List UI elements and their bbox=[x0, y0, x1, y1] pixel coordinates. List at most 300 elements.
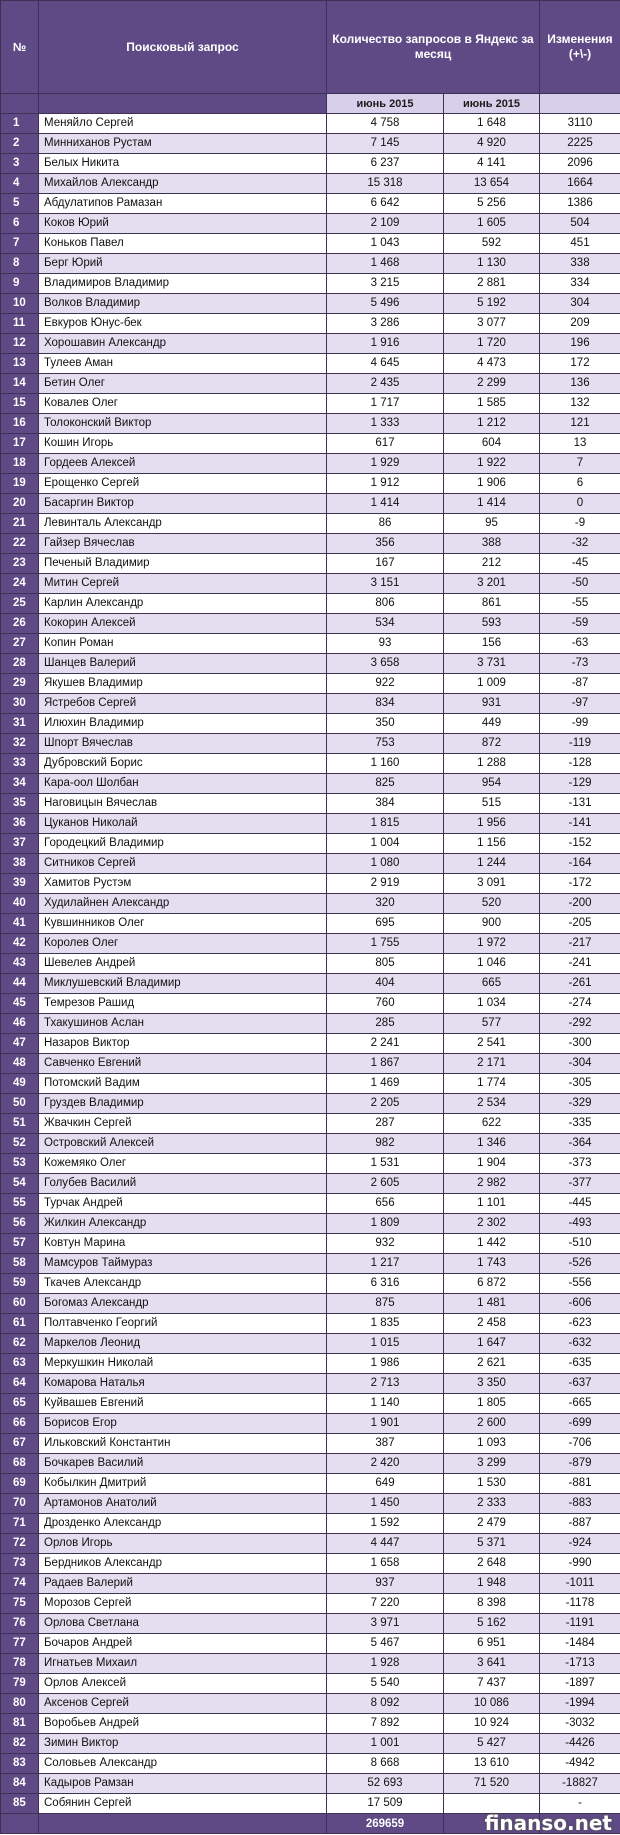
row-count-1: 1 867 bbox=[327, 1054, 444, 1074]
row-count-2: 1 605 bbox=[444, 214, 540, 234]
table-row bbox=[1, 254, 620, 274]
row-count-1: 356 bbox=[327, 534, 444, 554]
row-change: -129 bbox=[540, 774, 620, 794]
row-count-1: 1 717 bbox=[327, 394, 444, 414]
row-change: -1178 bbox=[540, 1594, 620, 1614]
row-change: -887 bbox=[540, 1514, 620, 1534]
row-query: Ерощенко Сергей bbox=[39, 474, 327, 494]
row-number: 54 bbox=[1, 1174, 39, 1194]
row-change: -172 bbox=[540, 874, 620, 894]
row-number: 2 bbox=[1, 134, 39, 154]
row-change: -665 bbox=[540, 1394, 620, 1414]
table-row bbox=[1, 1574, 620, 1594]
table-row bbox=[1, 874, 620, 894]
row-number: 23 bbox=[1, 554, 39, 574]
row-count-2: 3 201 bbox=[444, 574, 540, 594]
row-change: -377 bbox=[540, 1174, 620, 1194]
row-query: Маркелов Леонид bbox=[39, 1334, 327, 1354]
row-query: Воробьев Андрей bbox=[39, 1714, 327, 1734]
row-count-2: 4 473 bbox=[444, 354, 540, 374]
row-count-1: 1 986 bbox=[327, 1354, 444, 1374]
header-change: Изменения (+\-) bbox=[540, 1, 620, 94]
row-query: Минниханов Рустам bbox=[39, 134, 327, 154]
row-count-2: 1 948 bbox=[444, 1574, 540, 1594]
row-count-1: 932 bbox=[327, 1234, 444, 1254]
row-count-1: 1 901 bbox=[327, 1414, 444, 1434]
row-change: 6 bbox=[540, 474, 620, 494]
table-row bbox=[1, 1514, 620, 1534]
row-count-1: 1 015 bbox=[327, 1334, 444, 1354]
row-count-1: 2 241 bbox=[327, 1034, 444, 1054]
row-query: Копин Роман bbox=[39, 634, 327, 654]
row-number: 40 bbox=[1, 894, 39, 914]
row-query: Ильковский Константин bbox=[39, 1434, 327, 1454]
row-count-1: 5 540 bbox=[327, 1674, 444, 1694]
table-row bbox=[1, 1654, 620, 1674]
row-change: -87 bbox=[540, 674, 620, 694]
table-row bbox=[1, 194, 620, 214]
row-change: 338 bbox=[540, 254, 620, 274]
row-change: -45 bbox=[540, 554, 620, 574]
row-query: Кожемяко Олег bbox=[39, 1154, 327, 1174]
row-query: Бочкарев Василий bbox=[39, 1454, 327, 1474]
row-count-2: 1 530 bbox=[444, 1474, 540, 1494]
table-row bbox=[1, 994, 620, 1014]
row-query: Шевелев Андрей bbox=[39, 954, 327, 974]
row-query: Груздев Владимир bbox=[39, 1094, 327, 1114]
row-count-2: 3 350 bbox=[444, 1374, 540, 1394]
row-number: 76 bbox=[1, 1614, 39, 1634]
row-count-1: 8 668 bbox=[327, 1754, 444, 1774]
table-row bbox=[1, 1694, 620, 1714]
row-query: Цуканов Николай bbox=[39, 814, 327, 834]
row-count-2: 2 982 bbox=[444, 1174, 540, 1194]
row-change: -205 bbox=[540, 914, 620, 934]
row-number: 63 bbox=[1, 1354, 39, 1374]
table-row bbox=[1, 754, 620, 774]
row-query: Меняйло Сергей bbox=[39, 114, 327, 134]
row-number: 3 bbox=[1, 154, 39, 174]
row-change: -1011 bbox=[540, 1574, 620, 1594]
row-count-1: 1 469 bbox=[327, 1074, 444, 1094]
row-query: Хорошавин Александр bbox=[39, 334, 327, 354]
header-month-2: июнь 2015 bbox=[444, 94, 540, 114]
row-count-1: 6 316 bbox=[327, 1274, 444, 1294]
row-number: 15 bbox=[1, 394, 39, 414]
row-change: -305 bbox=[540, 1074, 620, 1094]
row-count-1: 1 217 bbox=[327, 1254, 444, 1274]
row-count-1: 1 912 bbox=[327, 474, 444, 494]
table-row bbox=[1, 1454, 620, 1474]
row-count-1: 1 531 bbox=[327, 1154, 444, 1174]
row-count-1: 1 929 bbox=[327, 454, 444, 474]
row-change: -63 bbox=[540, 634, 620, 654]
row-count-2: 7 437 bbox=[444, 1674, 540, 1694]
row-query: Гайзер Вячеслав bbox=[39, 534, 327, 554]
row-query: Кошин Игорь bbox=[39, 434, 327, 454]
table-row bbox=[1, 474, 620, 494]
table-row bbox=[1, 654, 620, 674]
table-row bbox=[1, 1434, 620, 1454]
row-count-2: 10 924 bbox=[444, 1714, 540, 1734]
table-row bbox=[1, 1474, 620, 1494]
row-number: 6 bbox=[1, 214, 39, 234]
table-row bbox=[1, 1614, 620, 1634]
row-change: - bbox=[540, 1794, 620, 1814]
row-change: -300 bbox=[540, 1034, 620, 1054]
table-row bbox=[1, 1554, 620, 1574]
row-change: -493 bbox=[540, 1214, 620, 1234]
row-number: 17 bbox=[1, 434, 39, 454]
row-count-2: 1 922 bbox=[444, 454, 540, 474]
row-count-1: 1 468 bbox=[327, 254, 444, 274]
row-query: Михайлов Александр bbox=[39, 174, 327, 194]
row-count-2: 5 192 bbox=[444, 294, 540, 314]
row-count-2: 2 541 bbox=[444, 1034, 540, 1054]
table-row bbox=[1, 1194, 620, 1214]
table-row bbox=[1, 1134, 620, 1154]
row-number: 19 bbox=[1, 474, 39, 494]
table-row bbox=[1, 1254, 620, 1274]
row-change: -526 bbox=[540, 1254, 620, 1274]
row-count-1: 2 420 bbox=[327, 1454, 444, 1474]
row-query: Наговицын Вячеслав bbox=[39, 794, 327, 814]
row-count-2: 95 bbox=[444, 514, 540, 534]
row-change: 172 bbox=[540, 354, 620, 374]
row-count-1: 1 450 bbox=[327, 1494, 444, 1514]
row-change: -606 bbox=[540, 1294, 620, 1314]
row-query: Бердников Александр bbox=[39, 1554, 327, 1574]
row-count-2: 5 256 bbox=[444, 194, 540, 214]
row-count-1: 1 160 bbox=[327, 754, 444, 774]
row-change: -632 bbox=[540, 1334, 620, 1354]
row-number: 49 bbox=[1, 1074, 39, 1094]
table-row bbox=[1, 314, 620, 334]
row-count-1: 3 215 bbox=[327, 274, 444, 294]
header-change-sub bbox=[540, 94, 620, 114]
row-count-2: 449 bbox=[444, 714, 540, 734]
table-row bbox=[1, 834, 620, 854]
table-row bbox=[1, 1734, 620, 1754]
row-count-2: 954 bbox=[444, 774, 540, 794]
row-number: 71 bbox=[1, 1514, 39, 1534]
row-count-1: 922 bbox=[327, 674, 444, 694]
row-number: 67 bbox=[1, 1434, 39, 1454]
row-count-1: 982 bbox=[327, 1134, 444, 1154]
row-query: Мамсуров Таймураз bbox=[39, 1254, 327, 1274]
row-number: 73 bbox=[1, 1554, 39, 1574]
row-change: -50 bbox=[540, 574, 620, 594]
row-count-2: 1 093 bbox=[444, 1434, 540, 1454]
table-row bbox=[1, 694, 620, 714]
row-count-2: 1 442 bbox=[444, 1234, 540, 1254]
row-change: -217 bbox=[540, 934, 620, 954]
table-row bbox=[1, 774, 620, 794]
row-number: 1 bbox=[1, 114, 39, 134]
row-number: 50 bbox=[1, 1094, 39, 1114]
table-row bbox=[1, 234, 620, 254]
row-change: -4426 bbox=[540, 1734, 620, 1754]
row-number: 5 bbox=[1, 194, 39, 214]
row-count-1: 8 092 bbox=[327, 1694, 444, 1714]
row-query: Кокорин Алексей bbox=[39, 614, 327, 634]
row-count-2: 622 bbox=[444, 1114, 540, 1134]
row-number: 28 bbox=[1, 654, 39, 674]
row-number: 32 bbox=[1, 734, 39, 754]
row-query: Шпорт Вячеслав bbox=[39, 734, 327, 754]
row-count-2: 2 458 bbox=[444, 1314, 540, 1334]
watermark-logo: finanso.net bbox=[485, 1811, 612, 1835]
row-count-2: 10 086 bbox=[444, 1694, 540, 1714]
row-count-1: 4 447 bbox=[327, 1534, 444, 1554]
row-count-1: 2 205 bbox=[327, 1094, 444, 1114]
row-count-2: 861 bbox=[444, 594, 540, 614]
row-count-2: 5 162 bbox=[444, 1614, 540, 1634]
row-number: 58 bbox=[1, 1254, 39, 1274]
row-number: 12 bbox=[1, 334, 39, 354]
row-change: -623 bbox=[540, 1314, 620, 1334]
row-count-1: 806 bbox=[327, 594, 444, 614]
table-row bbox=[1, 594, 620, 614]
table-row bbox=[1, 1414, 620, 1434]
row-change: -59 bbox=[540, 614, 620, 634]
row-change: -304 bbox=[540, 1054, 620, 1074]
row-number: 83 bbox=[1, 1754, 39, 1774]
row-count-1: 2 919 bbox=[327, 874, 444, 894]
row-query: Борисов Егор bbox=[39, 1414, 327, 1434]
row-query: Кобылкин Дмитрий bbox=[39, 1474, 327, 1494]
row-change: -556 bbox=[540, 1274, 620, 1294]
row-query: Ковалев Олег bbox=[39, 394, 327, 414]
row-change: -706 bbox=[540, 1434, 620, 1454]
row-query: Левинталь Александр bbox=[39, 514, 327, 534]
row-count-1: 6 642 bbox=[327, 194, 444, 214]
row-count-1: 93 bbox=[327, 634, 444, 654]
row-count-2: 1 212 bbox=[444, 414, 540, 434]
table-row bbox=[1, 1674, 620, 1694]
row-count-2: 8 398 bbox=[444, 1594, 540, 1614]
table-row bbox=[1, 854, 620, 874]
row-number: 31 bbox=[1, 714, 39, 734]
row-count-1: 1 835 bbox=[327, 1314, 444, 1334]
row-count-2: 1 647 bbox=[444, 1334, 540, 1354]
row-query: Жилкин Александр bbox=[39, 1214, 327, 1234]
row-change: -881 bbox=[540, 1474, 620, 1494]
table-row bbox=[1, 114, 620, 134]
row-query: Печеный Владимир bbox=[39, 554, 327, 574]
row-count-2: 1 034 bbox=[444, 994, 540, 1014]
row-number: 62 bbox=[1, 1334, 39, 1354]
row-count-1: 1 815 bbox=[327, 814, 444, 834]
row-count-2: 388 bbox=[444, 534, 540, 554]
row-change: -699 bbox=[540, 1414, 620, 1434]
row-change: -637 bbox=[540, 1374, 620, 1394]
row-change: -635 bbox=[540, 1354, 620, 1374]
row-query: Жвачкин Сергей bbox=[39, 1114, 327, 1134]
row-query: Островский Алексей bbox=[39, 1134, 327, 1154]
row-count-1: 52 693 bbox=[327, 1774, 444, 1794]
row-number: 51 bbox=[1, 1114, 39, 1134]
table-row bbox=[1, 1094, 620, 1114]
row-count-1: 86 bbox=[327, 514, 444, 534]
row-change: -883 bbox=[540, 1494, 620, 1514]
row-count-2: 13 654 bbox=[444, 174, 540, 194]
row-count-2: 515 bbox=[444, 794, 540, 814]
row-count-1: 834 bbox=[327, 694, 444, 714]
row-query: Гордеев Алексей bbox=[39, 454, 327, 474]
row-query: Турчак Андрей bbox=[39, 1194, 327, 1214]
row-number: 33 bbox=[1, 754, 39, 774]
row-query: Кувшинников Олег bbox=[39, 914, 327, 934]
row-number: 69 bbox=[1, 1474, 39, 1494]
row-count-1: 617 bbox=[327, 434, 444, 454]
row-number: 7 bbox=[1, 234, 39, 254]
footer-total: 269659 bbox=[327, 1814, 444, 1834]
header-num-sub bbox=[1, 94, 39, 114]
row-query: Якушев Владимир bbox=[39, 674, 327, 694]
row-count-2: 1 956 bbox=[444, 814, 540, 834]
row-change: -274 bbox=[540, 994, 620, 1014]
row-number: 20 bbox=[1, 494, 39, 514]
table-row bbox=[1, 1494, 620, 1514]
row-query: Голубев Василий bbox=[39, 1174, 327, 1194]
row-change: -261 bbox=[540, 974, 620, 994]
row-count-1: 6 237 bbox=[327, 154, 444, 174]
row-count-2: 1 972 bbox=[444, 934, 540, 954]
table-row bbox=[1, 934, 620, 954]
table-row bbox=[1, 1054, 620, 1074]
table-row bbox=[1, 1714, 620, 1734]
row-count-2: 1 244 bbox=[444, 854, 540, 874]
row-query: Орлов Алексей bbox=[39, 1674, 327, 1694]
row-count-2: 1 046 bbox=[444, 954, 540, 974]
table-row bbox=[1, 674, 620, 694]
table-row bbox=[1, 1374, 620, 1394]
row-number: 75 bbox=[1, 1594, 39, 1614]
row-number: 4 bbox=[1, 174, 39, 194]
row-query: Ястребов Сергей bbox=[39, 694, 327, 714]
row-query: Коков Юрий bbox=[39, 214, 327, 234]
row-count-1: 1 414 bbox=[327, 494, 444, 514]
table-row bbox=[1, 1074, 620, 1094]
row-number: 66 bbox=[1, 1414, 39, 1434]
row-change: 196 bbox=[540, 334, 620, 354]
row-number: 27 bbox=[1, 634, 39, 654]
row-count-2: 212 bbox=[444, 554, 540, 574]
row-number: 16 bbox=[1, 414, 39, 434]
row-number: 41 bbox=[1, 914, 39, 934]
row-count-2: 5 427 bbox=[444, 1734, 540, 1754]
row-change: -1897 bbox=[540, 1674, 620, 1694]
row-query: Орлова Светлана bbox=[39, 1614, 327, 1634]
table-row bbox=[1, 914, 620, 934]
row-number: 82 bbox=[1, 1734, 39, 1754]
row-count-2: 6 872 bbox=[444, 1274, 540, 1294]
row-count-2: 13 610 bbox=[444, 1754, 540, 1774]
row-change: 3110 bbox=[540, 114, 620, 134]
row-count-1: 1 916 bbox=[327, 334, 444, 354]
header-count: Количество запросов в Яндекс за месяц bbox=[327, 1, 540, 94]
row-count-2: 3 299 bbox=[444, 1454, 540, 1474]
row-count-1: 5 467 bbox=[327, 1634, 444, 1654]
row-count-2: 4 141 bbox=[444, 154, 540, 174]
table-row bbox=[1, 1534, 620, 1554]
row-count-2: 520 bbox=[444, 894, 540, 914]
row-change: 304 bbox=[540, 294, 620, 314]
row-change: -329 bbox=[540, 1094, 620, 1114]
row-query: Миклушевский Владимир bbox=[39, 974, 327, 994]
table-row bbox=[1, 1294, 620, 1314]
row-change: 2225 bbox=[540, 134, 620, 154]
row-query: Белых Никита bbox=[39, 154, 327, 174]
row-count-1: 287 bbox=[327, 1114, 444, 1134]
row-number: 85 bbox=[1, 1794, 39, 1814]
table-row bbox=[1, 634, 620, 654]
row-change: -152 bbox=[540, 834, 620, 854]
row-count-2: 1 743 bbox=[444, 1254, 540, 1274]
row-count-1: 825 bbox=[327, 774, 444, 794]
row-change: -3032 bbox=[540, 1714, 620, 1734]
row-count-2: 4 920 bbox=[444, 134, 540, 154]
row-count-1: 404 bbox=[327, 974, 444, 994]
row-change: -373 bbox=[540, 1154, 620, 1174]
row-query: Басаргин Виктор bbox=[39, 494, 327, 514]
row-query: Шанцев Валерий bbox=[39, 654, 327, 674]
row-count-1: 285 bbox=[327, 1014, 444, 1034]
row-number: 14 bbox=[1, 374, 39, 394]
row-query: Комарова Наталья bbox=[39, 1374, 327, 1394]
table-row bbox=[1, 1634, 620, 1654]
row-number: 68 bbox=[1, 1454, 39, 1474]
table-row bbox=[1, 134, 620, 154]
row-count-2: 2 648 bbox=[444, 1554, 540, 1574]
row-count-1: 7 220 bbox=[327, 1594, 444, 1614]
row-number: 59 bbox=[1, 1274, 39, 1294]
row-count-1: 1 043 bbox=[327, 234, 444, 254]
row-query: Владимиров Владимир bbox=[39, 274, 327, 294]
table-row bbox=[1, 1594, 620, 1614]
row-count-2: 6 951 bbox=[444, 1634, 540, 1654]
row-query: Радаев Валерий bbox=[39, 1574, 327, 1594]
row-number: 30 bbox=[1, 694, 39, 714]
table-row bbox=[1, 1394, 620, 1414]
table-row bbox=[1, 614, 620, 634]
table-row bbox=[1, 274, 620, 294]
row-count-2: 1 805 bbox=[444, 1394, 540, 1414]
row-count-1: 875 bbox=[327, 1294, 444, 1314]
row-count-1: 387 bbox=[327, 1434, 444, 1454]
table-row bbox=[1, 374, 620, 394]
row-number: 36 bbox=[1, 814, 39, 834]
row-count-1: 1 755 bbox=[327, 934, 444, 954]
row-change: -164 bbox=[540, 854, 620, 874]
row-query: Ткачев Александр bbox=[39, 1274, 327, 1294]
table-row bbox=[1, 214, 620, 234]
row-number: 74 bbox=[1, 1574, 39, 1594]
row-count-1: 2 435 bbox=[327, 374, 444, 394]
table-row bbox=[1, 814, 620, 834]
row-query: Орлов Игорь bbox=[39, 1534, 327, 1554]
table-row bbox=[1, 714, 620, 734]
row-change: 334 bbox=[540, 274, 620, 294]
row-number: 38 bbox=[1, 854, 39, 874]
row-query: Хамитов Рустэм bbox=[39, 874, 327, 894]
row-query: Тхакушинов Аслан bbox=[39, 1014, 327, 1034]
row-count-2: 2 881 bbox=[444, 274, 540, 294]
row-number: 56 bbox=[1, 1214, 39, 1234]
row-query: Бетин Олег bbox=[39, 374, 327, 394]
row-count-1: 534 bbox=[327, 614, 444, 634]
